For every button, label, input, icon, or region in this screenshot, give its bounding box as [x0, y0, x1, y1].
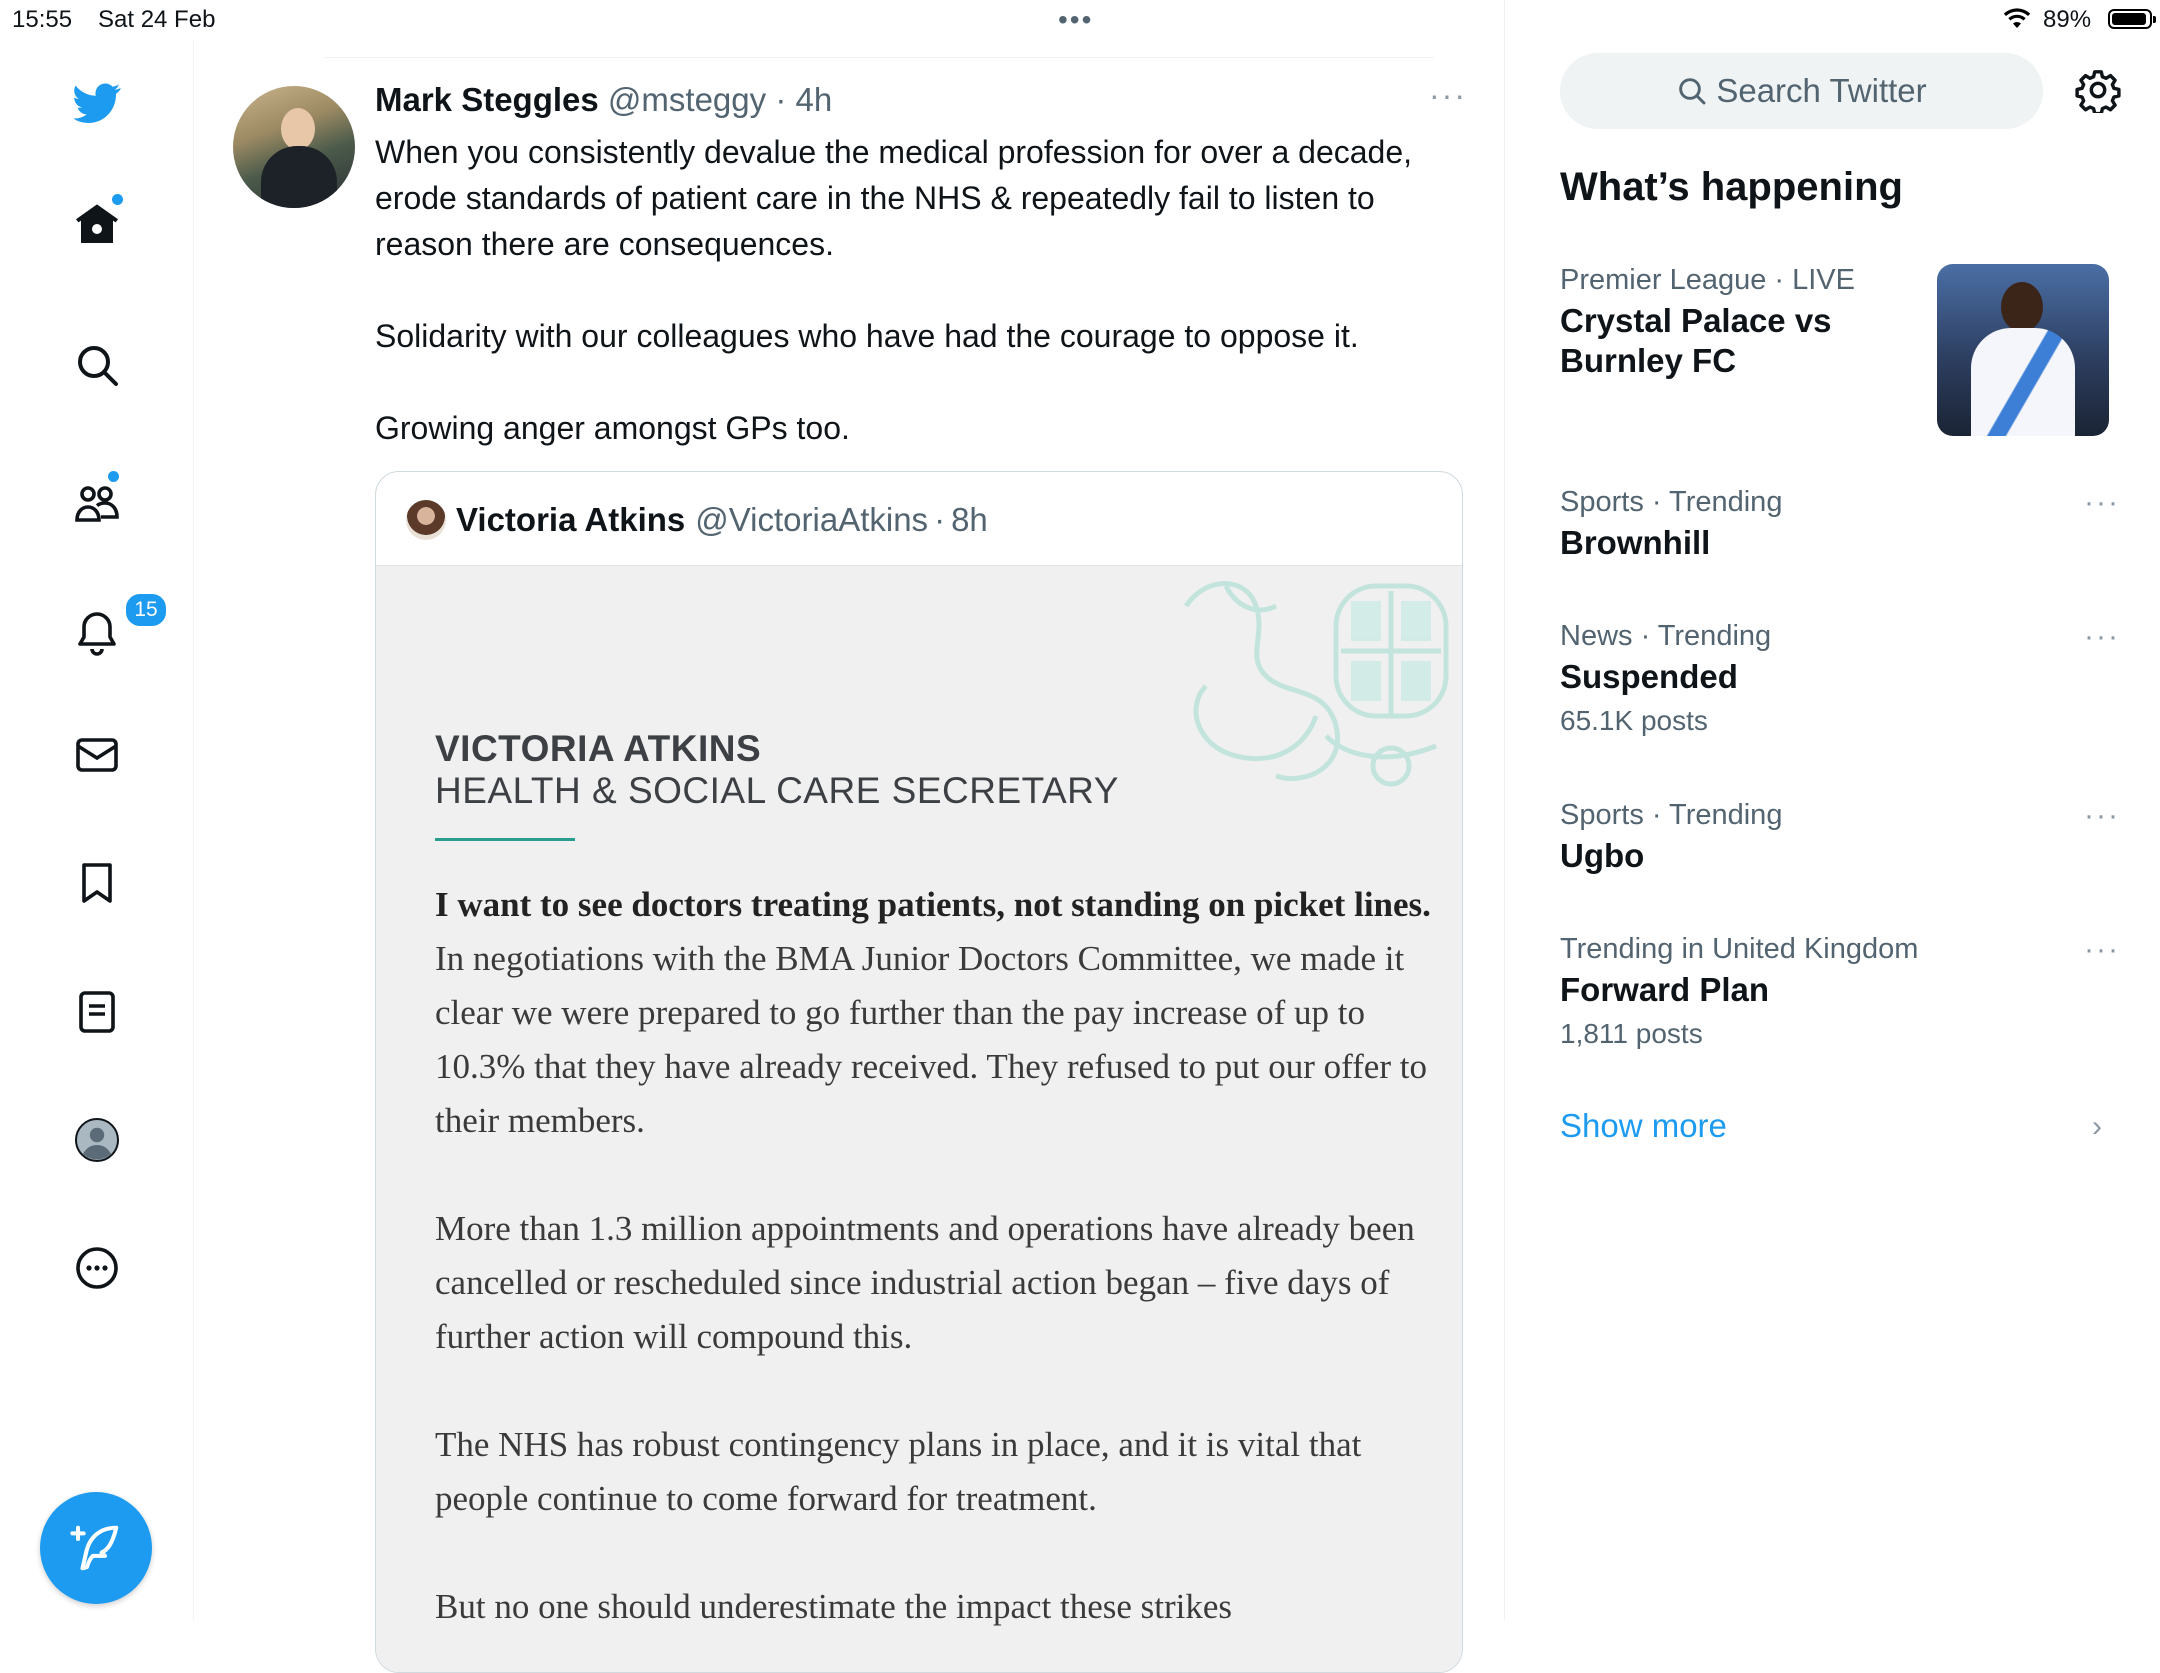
tweet-text — [375, 129, 1455, 497]
search-placeholder: Search Twitter — [1716, 72, 1927, 109]
more-circle-icon — [73, 1244, 121, 1292]
statement-subtitle: HEALTH & SOCIAL CARE SECRETARY — [435, 770, 1119, 811]
trend-category-label: Premier League — [1560, 264, 1767, 296]
people-icon — [73, 480, 121, 528]
profile-avatar-icon — [73, 1116, 121, 1164]
nav-home[interactable] — [62, 190, 132, 260]
tweet-paragraph: Growing anger amongst GPs too. — [375, 410, 850, 446]
gear-icon[interactable] — [2075, 67, 2121, 113]
nav-notifications[interactable] — [62, 598, 158, 668]
statement-paragraph: More than 1.3 million appointments and operations have already been cancelled or rescheduled since industrial action began – five days of further action will compound this. — [435, 1209, 1415, 1356]
trend-post-count: 1,811 posts — [1560, 1018, 1703, 1049]
trend-category: Trending in United Kingdom — [1560, 933, 1919, 965]
meta-separator: · — [775, 81, 787, 118]
trend-item[interactable] — [1560, 264, 1930, 381]
trend-title: Forward Plan — [1560, 971, 1770, 1008]
whats-happening-heading: What’s happening — [1560, 165, 1903, 209]
bookmark-icon — [73, 859, 121, 907]
search-icon — [73, 341, 121, 389]
quoted-tweet[interactable] — [375, 471, 1463, 1673]
status-time: 15:55 — [12, 6, 73, 33]
home-icon — [73, 201, 121, 249]
status-date: Sat 24 Feb — [98, 6, 216, 33]
tweet-paragraph: Solidarity with our colleagues who have had the courage to oppose it. — [375, 318, 1359, 354]
communities-unread-dot — [106, 469, 121, 484]
trend-title: Suspended — [1560, 658, 1738, 695]
author-avatar[interactable] — [233, 86, 355, 208]
statement-paragraph: But no one should underestimate the impact these strikes — [435, 1587, 1233, 1626]
trend-category — [1560, 264, 1930, 297]
notification-badge: 15 — [124, 592, 168, 628]
trend-category: News · Trending — [1560, 620, 1772, 652]
list-icon — [73, 988, 121, 1036]
trend-more-icon[interactable]: ··· — [2084, 486, 2120, 519]
statement-paragraph: The NHS has robust contingency plans in place, and it is vital that people continue to come forward for treatment. — [435, 1425, 1362, 1518]
nav-more[interactable] — [62, 1233, 132, 1303]
quoted-author-handle: @VictoriaAtkins — [695, 501, 929, 538]
trend-more-icon[interactable]: ··· — [2084, 933, 2120, 966]
statement-divider — [435, 838, 575, 841]
right-sidebar — [1505, 0, 2160, 1620]
header-divider — [324, 0, 1434, 58]
trend-item[interactable] — [1560, 486, 2120, 563]
quoted-tweet-image[interactable] — [376, 565, 1462, 1673]
nav-lists[interactable] — [62, 977, 132, 1047]
meta-separator: · — [934, 501, 946, 538]
nav-explore[interactable] — [62, 330, 132, 400]
quoted-tweet-header — [406, 500, 988, 540]
nav-bookmarks[interactable] — [62, 848, 132, 918]
trend-title: Ugbo — [1560, 837, 1645, 874]
author-handle[interactable]: @msteggy — [607, 81, 767, 118]
statement-lead-bold: I want to see doctors treating patients, not standing on picket lines. — [435, 885, 1431, 924]
trend-thumbnail-image[interactable] — [1937, 264, 2109, 436]
battery-percent: 89% — [2043, 6, 2092, 33]
tweet-paragraph: When you consistently devalue the medical profession for over a decade, erode standards of patient care in the NHS & repeatedly fail to listen to reason there are consequences. — [375, 134, 1413, 262]
multitask-dots[interactable]: ••• — [1058, 4, 1094, 35]
statement-title: VICTORIA ATKINS — [435, 728, 762, 769]
home-unread-dot — [110, 192, 125, 207]
trend-more-icon[interactable]: ··· — [2084, 620, 2120, 653]
tweet-time[interactable]: 4h — [795, 81, 833, 118]
main-column — [194, 0, 1505, 1626]
live-label: · LIVE — [1774, 264, 1855, 296]
bell-icon — [73, 609, 121, 657]
statement-paragraph — [435, 878, 1435, 1148]
compose-feather-icon — [69, 1521, 123, 1575]
trend-category: Sports · Trending — [1560, 486, 1783, 518]
statement-body — [435, 878, 1435, 1673]
author-name[interactable]: Mark Steggles — [375, 81, 599, 118]
tweet-more-options-icon[interactable]: ··· — [1429, 77, 1467, 113]
twitter-logo-bird-icon[interactable] — [62, 68, 132, 138]
trend-item[interactable] — [1560, 933, 2120, 1050]
compose-tweet-button[interactable] — [40, 1492, 152, 1604]
search-icon — [1676, 75, 1708, 107]
envelope-icon — [73, 731, 121, 779]
trend-item[interactable] — [1560, 620, 2120, 737]
trend-title: Crystal Palace vs Burnley FC — [1560, 302, 1832, 379]
trend-title: Brownhill — [1560, 524, 1711, 561]
tweet-header — [375, 81, 832, 119]
nav-communities[interactable] — [62, 469, 132, 539]
nav-messages[interactable] — [62, 720, 132, 790]
statement-lead-rest: In negotiations with the BMA Junior Doctors Committee, we made it clear we were prepared to go further than the pay increase of up to 10.3% that they have already received. They refused to put our offer to their members. — [435, 939, 1427, 1140]
trend-item[interactable] — [1560, 799, 2120, 876]
quoted-author-avatar — [406, 500, 446, 540]
show-more-link[interactable]: Show more — [1560, 1107, 1727, 1144]
search-input[interactable] — [1560, 53, 2043, 129]
nav-profile[interactable] — [62, 1105, 132, 1175]
quoted-author-name: Victoria Atkins — [456, 501, 686, 538]
royal-crest-watermark — [1166, 566, 1462, 806]
quoted-tweet-time: 8h — [951, 501, 988, 538]
trend-post-count: 65.1K posts — [1560, 705, 1708, 736]
left-navigation — [0, 40, 194, 1620]
trend-category: Sports · Trending — [1560, 799, 1783, 831]
chevron-right-icon: › — [2092, 1110, 2102, 1143]
trend-more-icon[interactable]: ··· — [2084, 799, 2120, 832]
